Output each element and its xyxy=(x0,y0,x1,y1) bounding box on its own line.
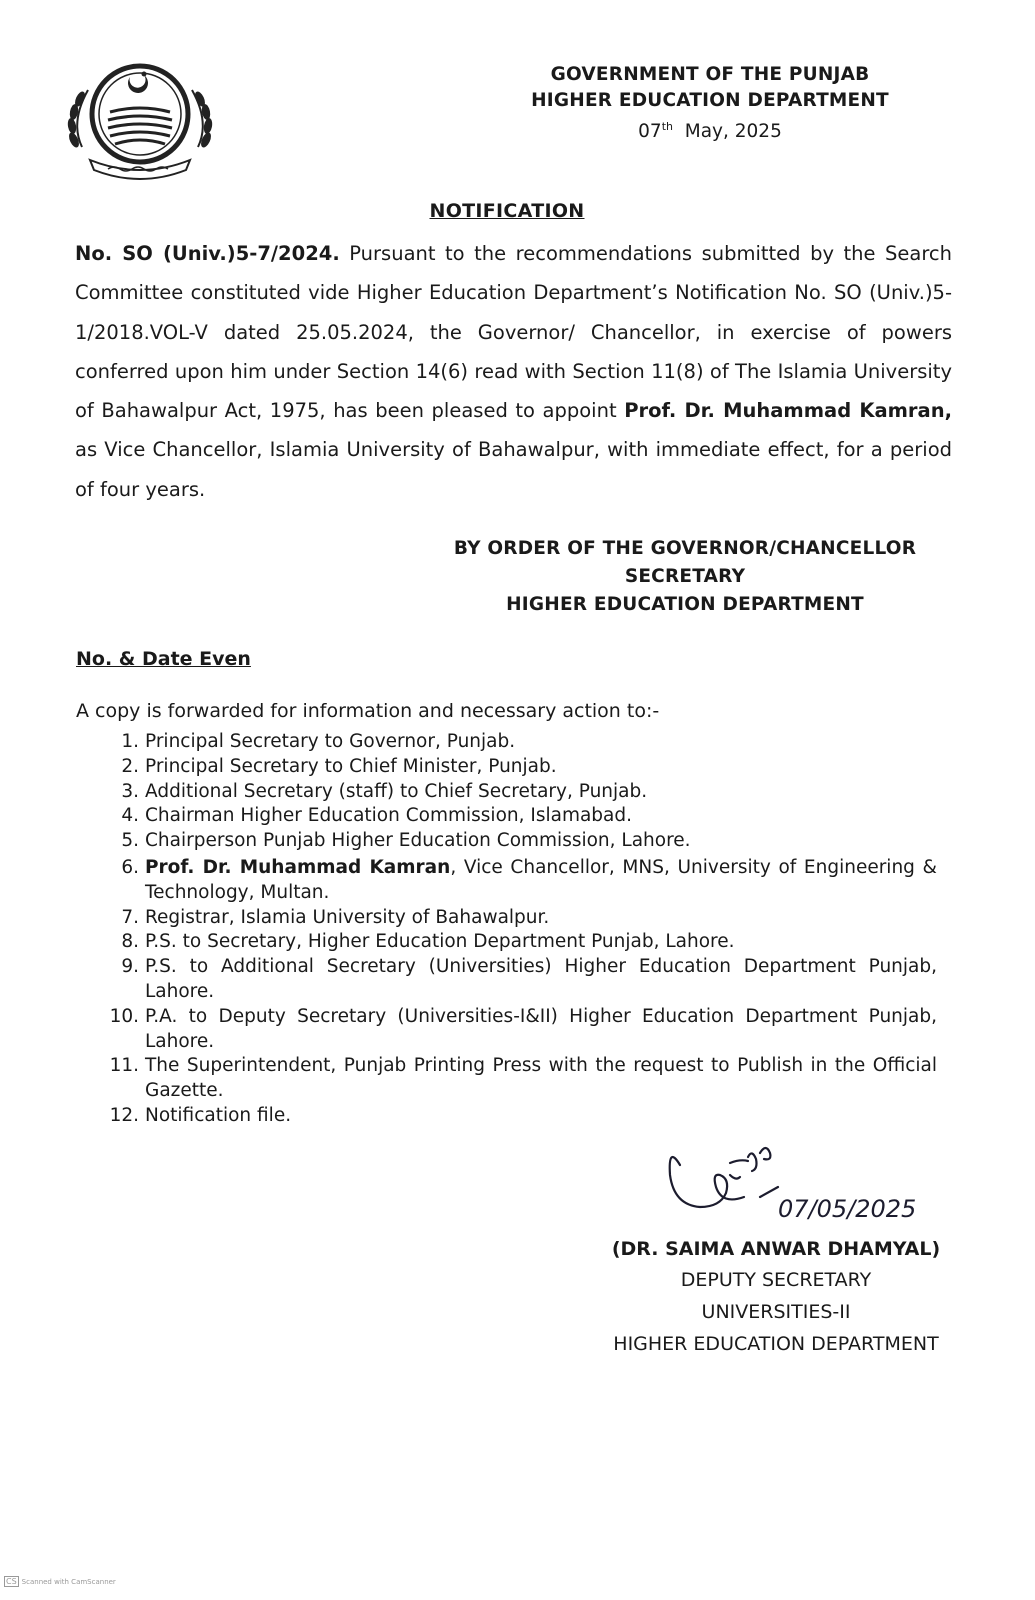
list-item: 12. Notification file. xyxy=(109,1104,292,1126)
handwritten-date: 07/05/2025 xyxy=(778,1195,917,1223)
camscanner-logo-icon: CS xyxy=(6,1577,17,1586)
notification-text-2: as Vice Chancellor, Islamia University of Bahawalpur, with immediate effect, for a period of four years. xyxy=(75,438,952,501)
copy-list xyxy=(105,730,937,1129)
signatory-department: HIGHER EDUCATION DEPARTMENT xyxy=(613,1333,939,1355)
signatory-section: UNIVERSITIES-II xyxy=(701,1301,851,1323)
order-line-2: SECRETARY xyxy=(624,566,746,587)
order-line-1: BY ORDER OF THE GOVERNOR/CHANCELLOR xyxy=(453,538,917,559)
letterhead xyxy=(450,62,970,145)
list-item: 5. Chairperson Punjab Higher Education Commission, Lahore. xyxy=(121,830,691,852)
appointee-name: Prof. Dr. Muhammad Kamran, xyxy=(624,399,952,423)
notification-number: No. SO (Univ.)5-7/2024. xyxy=(75,242,340,265)
list-item: 3. Additional Secretary (staff) to Chief Secretary, Punjab. xyxy=(121,780,648,802)
list-item: 6. Prof. Dr. Muhammad Kamran, Vice Chancellor, MNS, University of Engineering & Technology, Multan. xyxy=(121,856,937,903)
list-item: 10. P.A. to Deputy Secretary (Universities-I&II) Higher Education Department Punjab, Lahore. xyxy=(109,1005,937,1052)
list-item: 4. Chairman Higher Education Commission, Islamabad. xyxy=(121,805,633,827)
even-title: No. & Date Even xyxy=(76,648,251,670)
handwritten-signature xyxy=(660,1135,980,1245)
order-line-3: HIGHER EDUCATION DEPARTMENT xyxy=(506,594,864,615)
notification-title: NOTIFICATION xyxy=(429,200,585,222)
signatory-designation: DEPUTY SECRETARY xyxy=(680,1269,872,1291)
signatory-name: (DR. SAIMA ANWAR DHAMYAL) xyxy=(611,1238,941,1260)
issue-date: 07th May, 2025 xyxy=(638,120,782,143)
signatory-block xyxy=(560,1234,992,1360)
notification-text-1: Pursuant to the recommendations submitted by the Search Committee constituted vide Higher Education Department’s Notification No. SO (Univ.)5-1/2018.VOL-V dated 25.05.2024, the Governor/ Chancellor, in exercise of powers conferred upon him under Section 14(6) read with Section 11(8) of The Islamia University of Bahawalpur Act, 1975, has been pleased to appoint xyxy=(75,242,953,423)
punjab-emblem-icon xyxy=(60,52,220,182)
scanner-watermark: CS Scanned with CamScanner xyxy=(6,1577,116,1586)
list-item: 9. P.S. to Additional Secretary (Universities) Higher Education Department Punjab, Lahore. xyxy=(121,956,937,1002)
list-item: 2. Principal Secretary to Chief Minister, Punjab. xyxy=(121,755,557,777)
copy-intro: A copy is forwarded for information and necessary action to:- xyxy=(76,700,660,722)
government-name: GOVERNMENT OF THE PUNJAB xyxy=(550,64,870,85)
list-item: 1. Principal Secretary to Governor, Punjab. xyxy=(121,731,516,752)
list-item: 7. Registrar, Islamia University of Bahawalpur. xyxy=(121,906,550,928)
department-name: HIGHER EDUCATION DEPARTMENT xyxy=(531,90,889,111)
list-item: 11. The Superintendent, Punjab Printing Press with the request to Publish in the Official Gazette. xyxy=(109,1055,937,1102)
list-item: 8. P.S. to Secretary, Higher Education Department Punjab, Lahore. xyxy=(121,931,735,953)
order-block xyxy=(400,535,970,619)
notification-body xyxy=(75,234,952,509)
